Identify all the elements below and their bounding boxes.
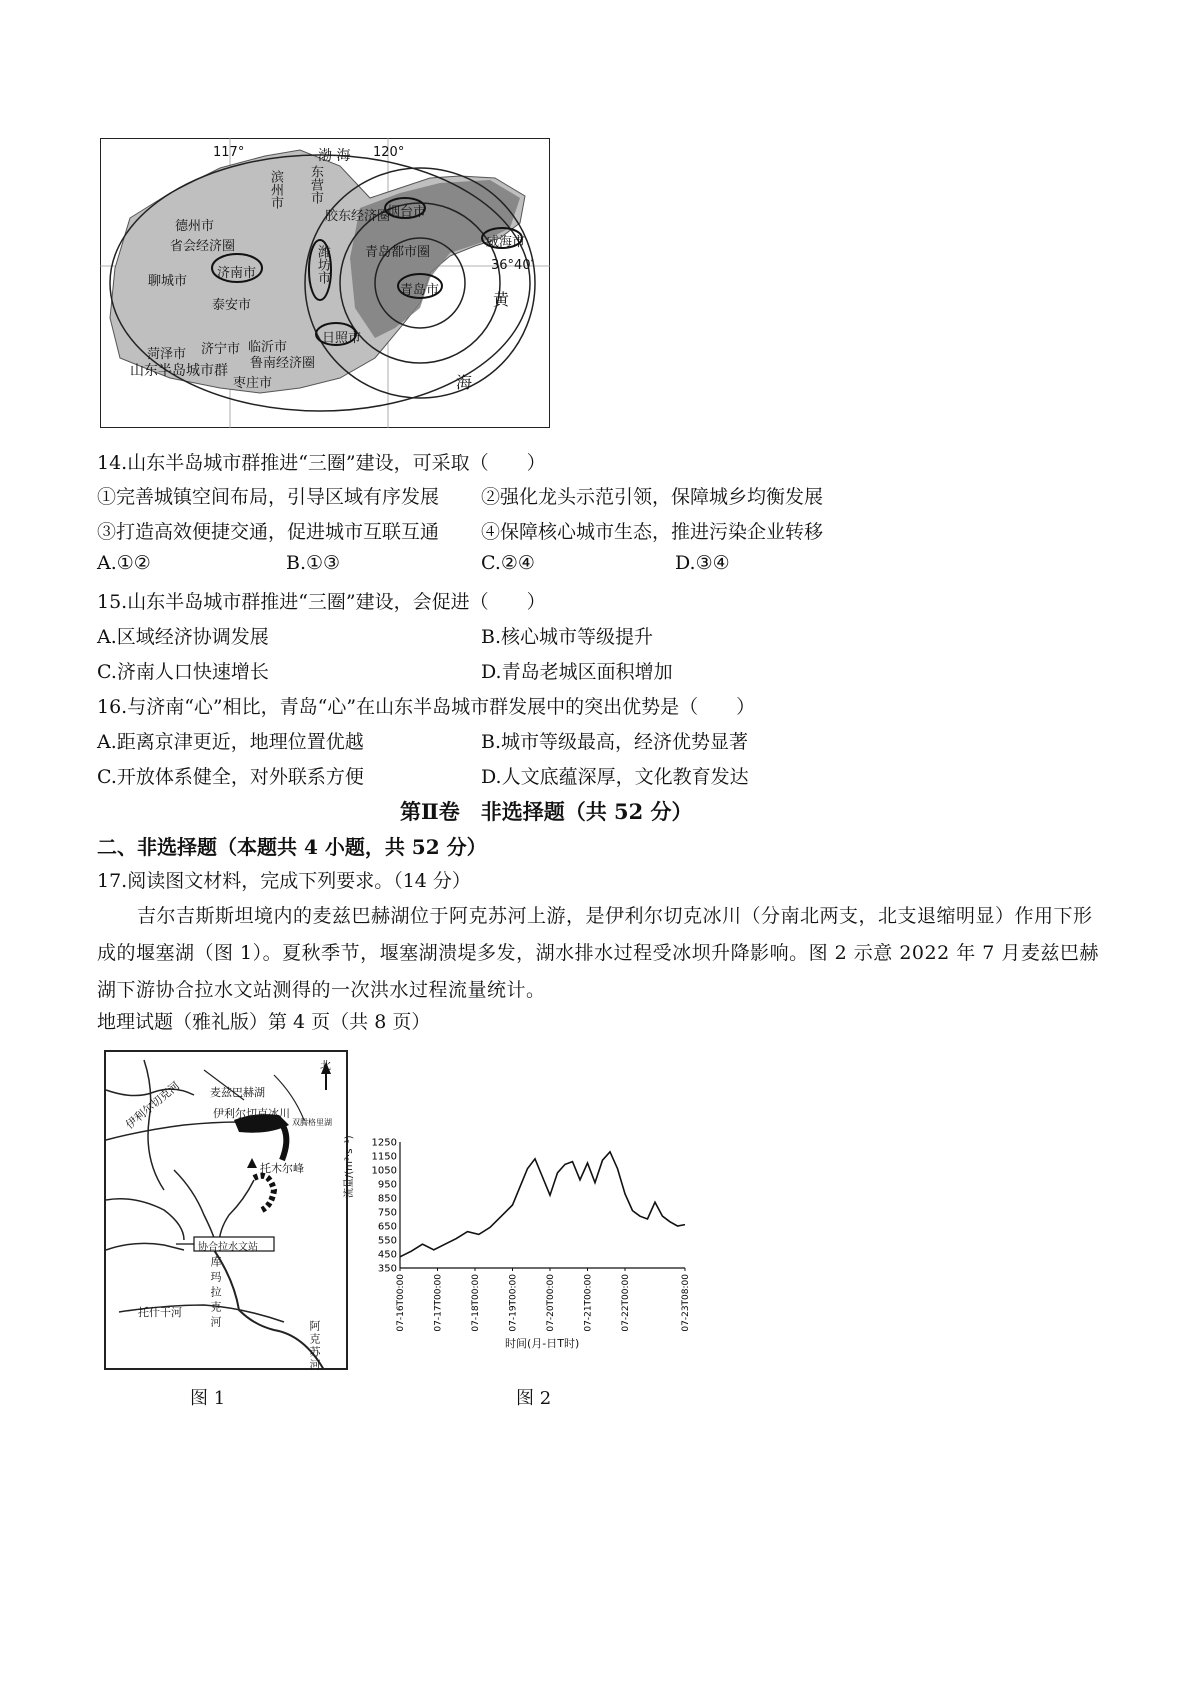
fig1-river3-label: 托什干河: [138, 1306, 182, 1319]
chart-ytick-label: 1150: [371, 1151, 397, 1163]
q15-option-c: C.济南人口快速增长: [97, 661, 269, 683]
fig1-lake-label: 麦兹巴赫湖: [210, 1086, 265, 1099]
map-label-lon120: 120°: [373, 145, 405, 160]
chart-ytick-label: 950: [377, 1179, 397, 1191]
map-label-rizhao: 日照市: [322, 331, 362, 346]
chart-ytick-label: 550: [377, 1235, 397, 1247]
chart-ytick-label: 750: [377, 1207, 397, 1219]
q14-statement-4: ④保障核心城市生态，推进污染企业转移: [481, 521, 824, 543]
fig1-river4-label: 阿克苏河: [308, 1320, 321, 1372]
q15-option-b: B.核心城市等级提升: [481, 626, 654, 648]
q17-stem: 17.阅读图文材料，完成下列要求。（14 分）: [97, 870, 471, 892]
map-label-dongying: 东营市: [308, 165, 323, 204]
chart-ytick-label: 850: [377, 1193, 397, 1205]
chart-ytick-label: 1050: [371, 1165, 397, 1177]
chart-xtick-label: 07-22T00:00: [621, 1274, 631, 1332]
map-label-lat: 36°40′: [491, 258, 534, 273]
chart-xtick-label: 07-20T00:00: [546, 1274, 556, 1332]
q14-option-b: B.①③: [286, 552, 341, 574]
chart-xtick-label: 07-16T00:00: [396, 1274, 406, 1332]
map-label-lunan: 鲁南经济圈: [250, 356, 316, 371]
q14-stem: 14.山东半岛城市群推进“三圈”建设，可采取（ ）: [97, 452, 546, 474]
map-label-zaozhuang: 枣庄市: [233, 376, 273, 391]
map-label-huang: 黄: [493, 290, 510, 309]
fig1-glacier-lake-label: 双腾格里湖: [292, 1118, 332, 1127]
chart-ytick-label: 1250: [371, 1137, 397, 1149]
page-footer: 地理试题（雅礼版）第 4 页（共 8 页）: [97, 1011, 431, 1033]
section2-subtitle: 二、非选择题（本题共 4 小题，共 52 分）: [97, 835, 487, 859]
map-label-binzhou: 滨州市: [268, 170, 283, 209]
fig1-caption: 图 1: [190, 1388, 226, 1409]
fig1-river2-label: 库玛拉克河: [209, 1256, 222, 1331]
section2-title: 第Ⅱ卷 非选择题（共 52 分）: [400, 799, 693, 824]
q15-option-d: D.青岛老城区面积增加: [481, 661, 673, 683]
map-label-qingdao: 青岛市: [400, 283, 440, 298]
map-label-heze: 菏泽市: [147, 347, 187, 362]
fig1-north: 北: [320, 1059, 331, 1072]
chart-xtick-label: 07-19T00:00: [508, 1274, 519, 1332]
chart-ytick-label: 650: [377, 1221, 397, 1233]
figure2-chart: [355, 1130, 695, 1360]
map-label-weifang: 潍坊市: [315, 245, 330, 284]
chart-ylabel: 流量/(m³·s⁻¹): [344, 1135, 355, 1198]
fig1-peak-label: 托木尔峰: [260, 1162, 304, 1175]
map-label-liaocheng: 聊城市: [148, 274, 188, 289]
map-label-yantai: 烟台市: [387, 205, 427, 220]
q14-statement-3: ③打造高效便捷交通，促进城市互联互通: [97, 521, 440, 543]
fig1-river1-label: 伊利尔切克河: [123, 1079, 183, 1132]
q16-option-c: C.开放体系健全，对外联系方便: [97, 766, 364, 788]
q17-material: 吉尔吉斯斯坦境内的麦兹巴赫湖位于阿克苏河上游，是伊利尔切克冰川（分南北两支，北支退缩明显）作用下形成的堰塞湖（图 1）。夏秋季节，堰塞湖溃堤多发，湖水排水过程受冰坝升降影响。图 2 示意 2022 年 7 月麦兹巴赫湖下游协合拉水文站测得的一次洪水过程流量统计。: [97, 905, 1099, 1001]
chart-xtick-label: 07-21T00:00: [583, 1274, 594, 1332]
q14-option-c: C.②④: [481, 552, 535, 574]
map-label-bandao: 山东半岛城市群: [130, 363, 228, 379]
q16-stem: 16.与济南“心”相比，青岛“心”在山东半岛城市群发展中的突出优势是（ ）: [97, 696, 756, 718]
map-label-weihai: 威海市: [486, 235, 526, 250]
q15-option-a: A.区域经济协调发展: [97, 626, 269, 648]
q14-option-a: A.①②: [97, 552, 151, 574]
map-label-lon117: 117°: [213, 145, 245, 160]
q16-option-b: B.城市等级最高，经济优势显著: [481, 731, 749, 753]
map-label-dezhou: 德州市: [175, 219, 215, 234]
map-label-jinan: 济南市: [217, 266, 257, 281]
fig1-glacier-label: 伊利尔切克冰川: [213, 1107, 290, 1120]
chart-xtick-label: 07-18T00:00: [471, 1274, 481, 1332]
fig2-caption: 图 2: [516, 1388, 552, 1409]
fig1-station-label: 协合拉水文站: [198, 1242, 258, 1253]
chart-xtick-label: 07-17T00:00: [433, 1274, 444, 1332]
q16-option-a: A.距离京津更近，地理位置优越: [97, 731, 364, 753]
map-label-qingdao-dushiquan: 青岛都市圈: [365, 245, 431, 260]
map-label-linyi: 临沂市: [248, 340, 288, 355]
map-label-taian: 泰安市: [212, 298, 252, 313]
map-label-jining: 济宁市: [201, 342, 241, 357]
chart-xtick-label: 07-23T08:00: [681, 1274, 691, 1332]
q16-option-d: D.人文底蕴深厚，文化教育发达: [481, 766, 749, 788]
chart-ytick-label: 450: [377, 1249, 397, 1261]
chart-xlabel: 时间(月-日T时): [505, 1337, 580, 1350]
map-label-jiaodong: 胶东经济圈: [325, 209, 391, 224]
q15-stem: 15.山东半岛城市群推进“三圈”建设，会促进（ ）: [97, 591, 546, 613]
flow-series-line: [400, 1152, 685, 1257]
q14-option-d: D.③④: [675, 552, 730, 574]
map-label-bohai: 渤 海: [318, 148, 351, 164]
map-label-hai: 海: [456, 373, 473, 392]
chart-ytick-label: 350: [377, 1263, 397, 1275]
q14-statement-2: ②强化龙头示范引领，保障城乡均衡发展: [481, 486, 824, 508]
q14-statement-1: ①完善城镇空间布局，引导区域有序发展: [97, 486, 440, 508]
map-label-shenghui: 省会经济圈: [170, 239, 236, 254]
